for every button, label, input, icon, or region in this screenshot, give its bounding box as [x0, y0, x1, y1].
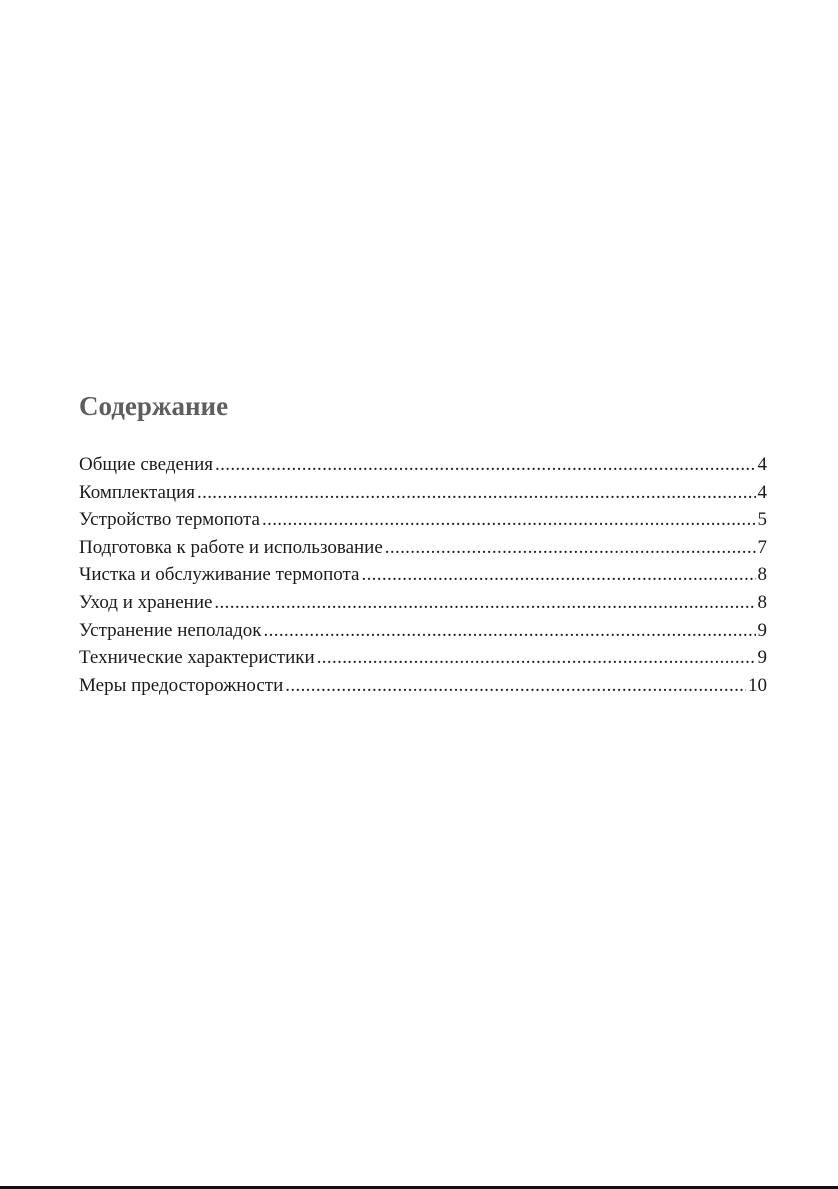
toc-entry-safety-precautions[interactable] — [79, 672, 767, 700]
toc-entry-label: Чистка и обслуживание термопота — [79, 564, 360, 586]
dot-leader — [197, 479, 756, 507]
toc-entry-page-number: 7 — [757, 536, 767, 558]
toc-entry-label: Технические характеристики — [79, 647, 315, 669]
dot-leader — [385, 534, 756, 562]
dot-leader — [215, 451, 755, 479]
toc-entry-page-number: 4 — [757, 481, 767, 503]
dot-leader — [214, 589, 755, 617]
toc-entry-page-number: 10 — [748, 674, 767, 696]
toc-entry-label: Подготовка к работе и использование — [79, 536, 383, 558]
toc-entry-care-and-storage[interactable] — [79, 589, 767, 617]
toc-entry-label: Устройство термопота — [79, 509, 260, 531]
dot-leader — [264, 617, 756, 645]
toc-entry-page-number: 8 — [757, 564, 767, 586]
toc-entry-cleaning-and-maintenance[interactable] — [79, 561, 767, 589]
toc-entry-page-number: 5 — [757, 509, 767, 531]
dot-leader — [317, 644, 756, 672]
toc-entry-label: Уход и хранение — [79, 591, 213, 613]
toc-entry-package-contents[interactable] — [79, 479, 767, 507]
toc-entry-page-number: 9 — [757, 647, 767, 669]
toc-entry-device-structure[interactable] — [79, 506, 767, 534]
toc-entry-general-info[interactable] — [79, 451, 767, 479]
page-title: Содержание — [79, 391, 229, 421]
toc-entry-label: Комплектация — [79, 481, 195, 503]
toc-entry-preparation-and-use[interactable] — [79, 534, 767, 562]
dot-leader — [361, 561, 755, 589]
dot-leader — [262, 506, 756, 534]
toc-entry-label: Общие сведения — [79, 454, 214, 475]
toc-entry-troubleshooting[interactable] — [79, 617, 767, 645]
toc-entry-label: Устранение неполадок — [79, 619, 262, 641]
toc-entry-label: Меры предосторожности — [79, 674, 284, 696]
toc-entry-page-number: 9 — [757, 619, 767, 641]
dot-leader — [285, 672, 746, 700]
toc-entry-specifications[interactable] — [79, 644, 767, 672]
table-of-contents — [79, 451, 767, 699]
toc-entry-page-number: 4 — [757, 454, 767, 475]
toc-entry-page-number: 8 — [757, 591, 767, 613]
